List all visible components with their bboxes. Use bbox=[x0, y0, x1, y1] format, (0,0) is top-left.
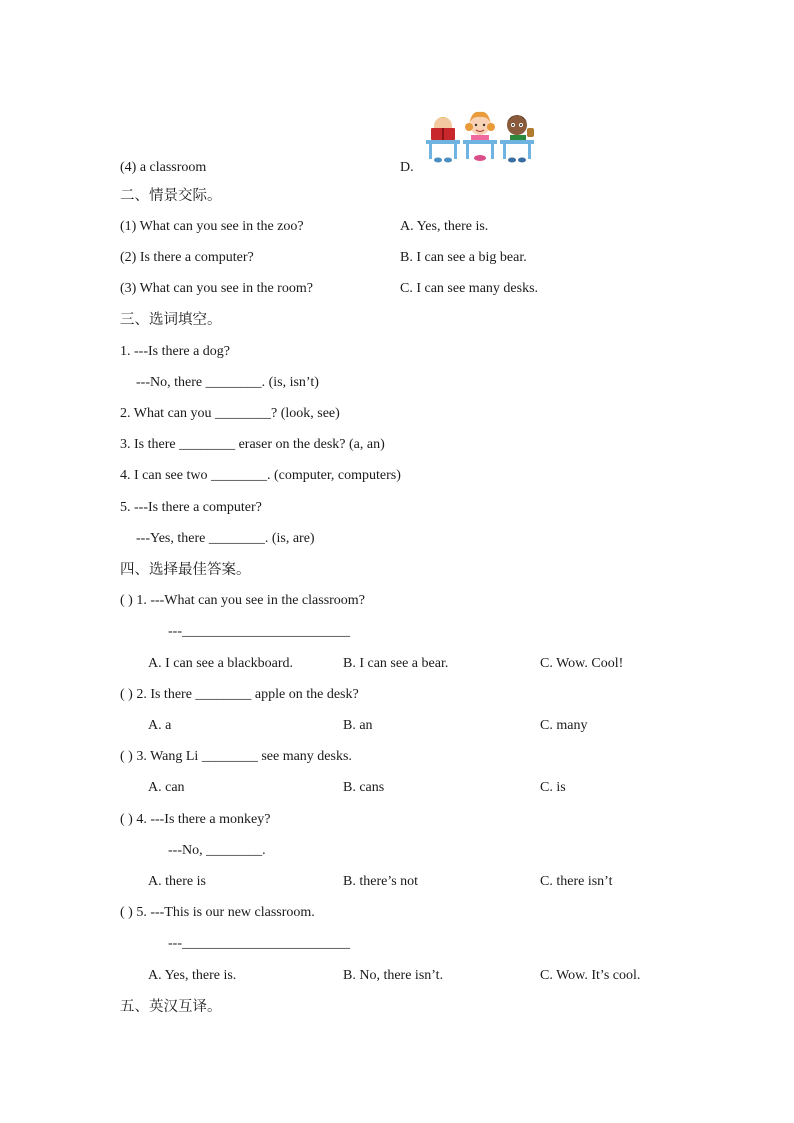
s4-q3: ( ) 3. Wang Li ________ see many desks. bbox=[120, 749, 352, 764]
option-d: D. bbox=[400, 160, 414, 175]
s4-q5-option-c: C. Wow. It’s cool. bbox=[540, 968, 641, 983]
s4-q5-option-a: A. Yes, there is. bbox=[148, 968, 237, 983]
s4-q1: ( ) 1. ---What can you see in the classroom? bbox=[120, 593, 365, 608]
s4-q4-option-c: C. there isn’t bbox=[540, 874, 613, 889]
s4-q2-option-a: A. a bbox=[148, 718, 172, 733]
s2-question-3: (3) What can you see in the room? bbox=[120, 281, 313, 296]
s4-q5-option-b: B. No, there isn’t. bbox=[343, 968, 444, 983]
s2-question-1: (1) What can you see in the zoo? bbox=[120, 219, 304, 234]
s4-q2-option-c: C. many bbox=[540, 718, 588, 733]
s4-q4: ( ) 4. ---Is there a monkey? bbox=[120, 812, 271, 827]
s4-q4-option-a: A. there is bbox=[148, 874, 206, 889]
s2-answer-a: A. Yes, there is. bbox=[400, 219, 489, 234]
s4-q4-blank: ---No, ________. bbox=[168, 843, 266, 858]
s4-q3-option-b: B. cans bbox=[343, 780, 385, 795]
child-right-boy bbox=[500, 115, 534, 163]
s3-line-5-answer: ---Yes, there ________. (is, are) bbox=[136, 531, 315, 546]
classroom-children-picture bbox=[424, 108, 538, 166]
s4-q1-option-c: C. Wow. Cool! bbox=[540, 656, 624, 671]
s3-line-5: 5. ---Is there a computer? bbox=[120, 500, 262, 515]
s4-q3-option-a: A. can bbox=[148, 780, 185, 795]
s4-q1-option-b: B. I can see a bear. bbox=[343, 656, 449, 671]
child-left-reading bbox=[426, 117, 460, 163]
s4-q3-option-c: C. is bbox=[540, 780, 566, 795]
s4-q5-blank: ---________________________ bbox=[168, 936, 350, 951]
s3-line-2: 2. What can you ________? (look, see) bbox=[120, 406, 340, 421]
s2-question-2: (2) Is there a computer? bbox=[120, 250, 254, 265]
section-4-title: 四、选择最佳答案。 bbox=[120, 562, 251, 578]
s4-q1-blank: ---________________________ bbox=[168, 624, 350, 639]
s4-q4-option-b: B. there’s not bbox=[343, 874, 419, 889]
s4-q5: ( ) 5. ---This is our new classroom. bbox=[120, 905, 315, 920]
s4-q2-option-b: B. an bbox=[343, 718, 373, 733]
section-3-title: 三、选词填空。 bbox=[120, 312, 222, 328]
s3-line-1: 1. ---Is there a dog? bbox=[120, 344, 231, 359]
s3-line-1-answer: ---No, there ________. (is, isn’t) bbox=[136, 375, 319, 390]
s4-q2: ( ) 2. Is there ________ apple on the desk? bbox=[120, 687, 359, 702]
s2-answer-c: C. I can see many desks. bbox=[400, 281, 539, 296]
child-middle-girl bbox=[463, 112, 497, 161]
section-5-title: 五、英汉互译。 bbox=[120, 999, 222, 1015]
s4-q1-option-a: A. I can see a blackboard. bbox=[148, 656, 293, 671]
s3-line-3: 3. Is there ________ eraser on the desk? (a, an) bbox=[120, 437, 385, 452]
item-4: (4) a classroom bbox=[120, 160, 207, 175]
s3-line-4: 4. I can see two ________. (computer, computers) bbox=[120, 468, 401, 483]
s2-answer-b: B. I can see a big bear. bbox=[400, 250, 527, 265]
section-2-title: 二、情景交际。 bbox=[120, 188, 222, 204]
